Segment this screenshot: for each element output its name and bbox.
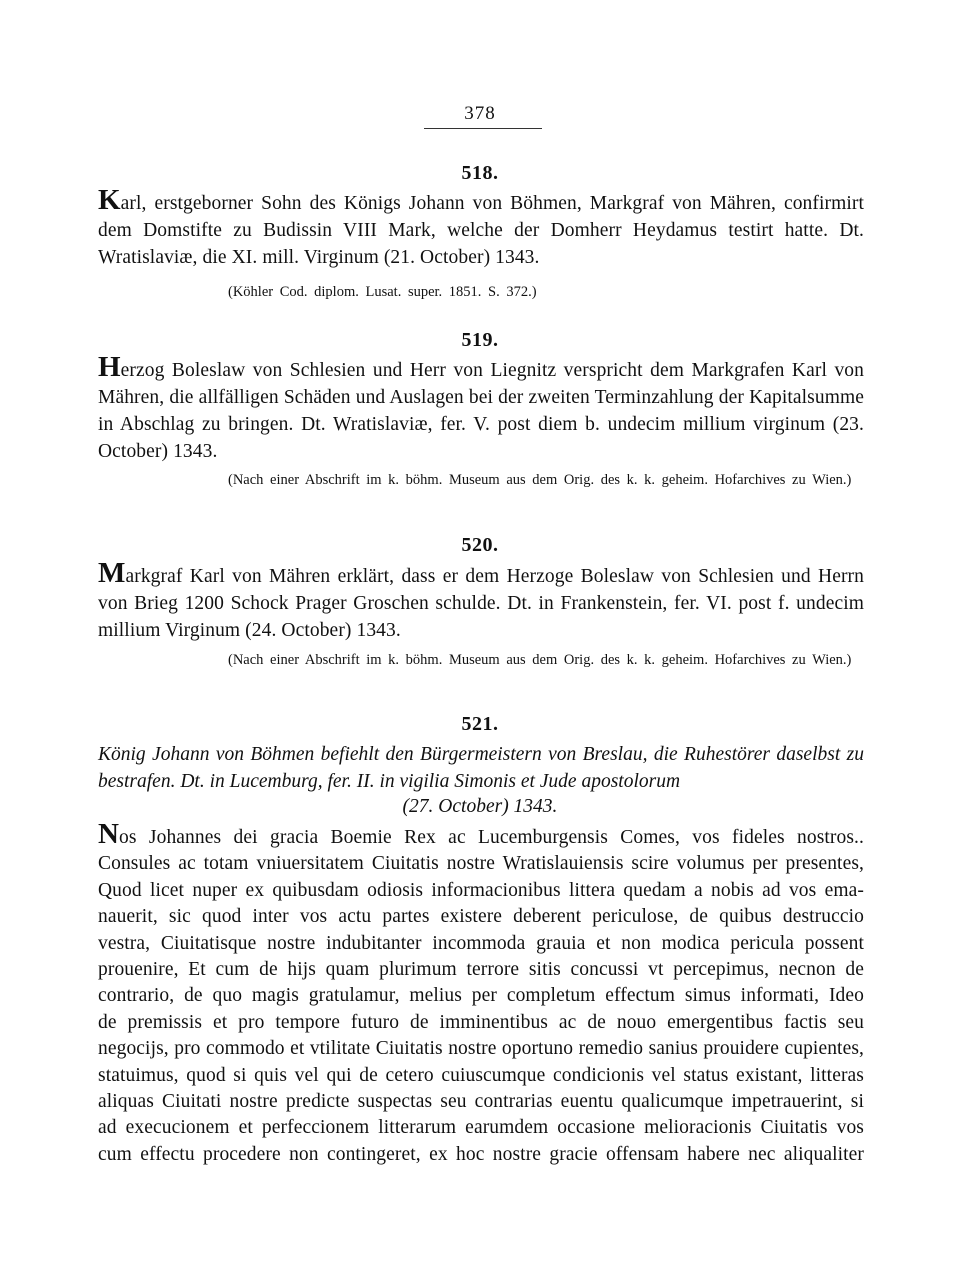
entry-text-518 — [98, 184, 864, 271]
source-note-519: (Nach einer Abschrift im k. böhm. Museum aus dem Orig. des k. k. geheim. Hofarchives zu Wien.) — [228, 472, 852, 488]
entry-number-520: 520. — [461, 534, 499, 556]
text-line: ad execucionem et perfeccionem litterarum earumdem occasione melioracionis Ciuitatis vos — [98, 1117, 864, 1139]
text-line: contrario, de quo magis gratulamur, melius per completum effectum simus informati, Ideo — [98, 985, 864, 1007]
regest-521: König Johann von Böhmen befiehlt den Bürgermeistern von Breslau, die Ruhestörer daselbst zu bestrafen. Dt. in Lucemburg, fer. II. in vigilia Simonis et Jude apostolorum — [98, 744, 864, 792]
text-line: vestra, Ciuitatisque nostre indubitanter incommoda grauia et non modica pericula possent — [98, 932, 864, 954]
text-line: Consules ac totam vniuersitatem Ciuitatis nostre Wratislauiensis scire volumus per presentes, — [98, 853, 864, 875]
text-line: de premissis et pro tempore futuro de imminentibus ac de nouo emergentibus factis seu — [98, 1011, 864, 1033]
text-line: aliquas Ciuitati nostre predicte suspectas seu contrarias euentu qualicumque impetrauerint, si — [98, 1091, 864, 1113]
text-line: cum effectu procedere non contingeret, ex hoc nostre gracie offensam habere nec aliqualiter — [98, 1143, 864, 1165]
regest-date-521: (27. October) 1343. — [402, 796, 558, 817]
text-line: prouenire, Et cum de hijs quam plurimum terrore sitis concussi vt percepimus, necnon de — [98, 959, 864, 981]
text-line: Nos Johannes dei gracia Boemie Rex ac Lucemburgensis Comes, vos fideles nostros.. — [98, 818, 864, 850]
entry-number-521: 521. — [461, 713, 499, 735]
entry-text-519 — [98, 351, 864, 465]
charter-text-521 — [98, 818, 864, 1168]
text-line: statuimus, quod si quis vel qui de cetero cuiuscumque condicionis vel status existant, litteras — [98, 1064, 864, 1086]
text-line: negocijs, pro commodo et vtilitate Ciuitatis nostre oportuno remedio sanius prouidere cupientes, — [98, 1038, 864, 1060]
source-note-518: (Köhler Cod. diplom. Lusat. super. 1851. S. 372.) — [228, 284, 537, 300]
entry-number-519: 519. — [461, 329, 499, 351]
text-line: Quod licet nuper ex quibusdam odiosis informacionibus littera quedam a nobis ad vos ema- — [98, 879, 864, 901]
entry-number-518: 518. — [461, 162, 499, 184]
initial-letter: N — [98, 818, 120, 850]
page-number: 378 — [464, 103, 496, 124]
initial-letter: M — [98, 557, 126, 589]
entry-body: arl, erstgeborner Sohn des Königs Johann von Böhmen, Markgraf von Mähren, confirmirt dem Domstifte zu Budissin VIII Mark, welche der Domherr Heydamus testirt hatte. Dt. Wratislaviæ, die XI. mill. Virginum (21. October) 1343. — [98, 193, 864, 268]
initial-letter: K — [98, 184, 121, 216]
initial-letter: H — [98, 351, 121, 383]
text-line: nauerit, sic quod inter vos actu partes existere deberent periculose, de quibus destruccio — [98, 906, 864, 928]
source-note-520: (Nach einer Abschrift im k. böhm. Museum aus dem Orig. des k. k. geheim. Hofarchives zu Wien.) — [228, 652, 852, 668]
entry-body: erzog Boleslaw von Schlesien und Herr von Liegnitz verspricht dem Markgrafen Karl von Mähren, die allfälligen Schäden und Auslagen bei der zweiten Terminzahlung der Kapitalsumme in Abschlag zu bringen. Dt. Wratislaviæ, fer. V. post diem b. undecim millium virginum (23. October) 1343. — [98, 360, 864, 462]
entry-body: arkgraf Karl von Mähren erklärt, dass er dem Herzoge Boleslaw von Schlesien und Herrn von Brieg 1200 Schock Prager Groschen schulde. Dt. in Frankenstein, fer. VI. post f. undecim millium Virginum (24. October) 1343. — [98, 566, 864, 641]
entry-text-520 — [98, 557, 864, 644]
page-number-rule — [424, 128, 542, 129]
